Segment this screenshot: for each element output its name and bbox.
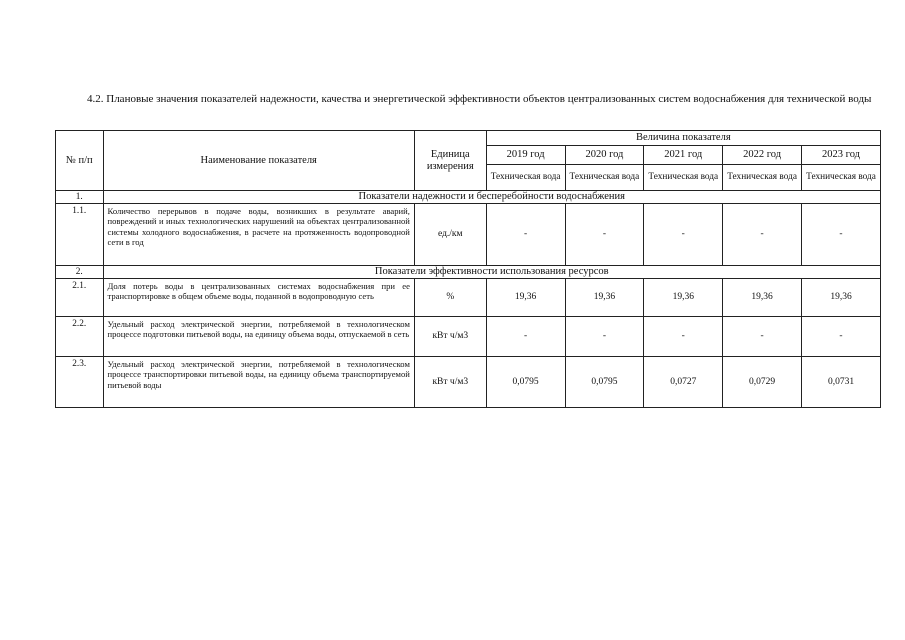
row-unit: кВт ч/м3 bbox=[414, 317, 486, 357]
header-water-type: Техническая вода bbox=[644, 165, 723, 191]
section-row bbox=[56, 266, 881, 279]
section-num: 1. bbox=[56, 191, 104, 204]
section-heading bbox=[57, 92, 880, 106]
row-value: 0,0731 bbox=[802, 357, 881, 408]
row-value: - bbox=[644, 317, 723, 357]
table-row bbox=[56, 279, 881, 317]
row-value: 0,0795 bbox=[486, 357, 565, 408]
section-title: Показатели надежности и бесперебойности водоснабжения bbox=[103, 191, 880, 204]
section-title: Показатели эффективности использования ресурсов bbox=[103, 266, 880, 279]
header-year: 2019 год bbox=[486, 146, 565, 165]
header-name: Наименование показателя bbox=[103, 131, 414, 191]
row-num: 1.1. bbox=[56, 204, 104, 266]
row-value: 0,0729 bbox=[723, 357, 802, 408]
row-value: 19,36 bbox=[644, 279, 723, 317]
header-year: 2023 год bbox=[802, 146, 881, 165]
header-water-type: Техническая вода bbox=[723, 165, 802, 191]
row-name: Доля потерь воды в централизованных системах водоснабжения при ее транспортировке в общем объеме воды, поданной в водопроводную сеть bbox=[103, 279, 414, 317]
header-num: № п/п bbox=[56, 131, 104, 191]
row-unit: ед./км bbox=[414, 204, 486, 266]
row-num: 2.1. bbox=[56, 279, 104, 317]
header-year: 2021 год bbox=[644, 146, 723, 165]
row-name: Удельный расход электрической энергии, потребляемой в технологическом процессе транспортировки питьевой воды, на единицу объема транспортируемой питьевой воды bbox=[103, 357, 414, 408]
row-value: - bbox=[565, 204, 644, 266]
row-value: 19,36 bbox=[802, 279, 881, 317]
indicators-table bbox=[55, 130, 881, 408]
row-value: - bbox=[486, 317, 565, 357]
row-value: 0,0795 bbox=[565, 357, 644, 408]
row-value: 19,36 bbox=[486, 279, 565, 317]
table-row bbox=[56, 204, 881, 266]
header-year: 2022 год bbox=[723, 146, 802, 165]
row-value: 19,36 bbox=[723, 279, 802, 317]
table-row bbox=[56, 357, 881, 408]
row-name: Удельный расход электрической энергии, потребляемой в технологическом процессе подготовки питьевой воды, на единицу объема воды, отпускаемой в сеть bbox=[103, 317, 414, 357]
row-value: - bbox=[565, 317, 644, 357]
row-value: - bbox=[486, 204, 565, 266]
row-value: - bbox=[802, 204, 881, 266]
row-value: 19,36 bbox=[565, 279, 644, 317]
row-value: - bbox=[802, 317, 881, 357]
heading-number: 4.2. bbox=[87, 93, 104, 105]
section-num: 2. bbox=[56, 266, 104, 279]
row-num: 2.2. bbox=[56, 317, 104, 357]
section-row bbox=[56, 191, 881, 204]
row-unit: кВт ч/м3 bbox=[414, 357, 486, 408]
row-value: - bbox=[644, 204, 723, 266]
header-value-group: Величина показателя bbox=[486, 131, 880, 146]
row-unit: % bbox=[414, 279, 486, 317]
row-value: - bbox=[723, 204, 802, 266]
row-value: 0,0727 bbox=[644, 357, 723, 408]
row-name: Количество перерывов в подаче воды, возникших в результате аварий, повреждений и иных технологических нарушений на объектах централизованной системы холодного водоснабжения, в расчете на протяженность водопроводной сети в год bbox=[103, 204, 414, 266]
header-unit: Единица измерения bbox=[414, 131, 486, 191]
header-water-type: Техническая вода bbox=[565, 165, 644, 191]
row-num: 2.3. bbox=[56, 357, 104, 408]
header-year: 2020 год bbox=[565, 146, 644, 165]
heading-text: Плановые значения показателей надежности, качества и энергетической эффективности объектов централизованных систем водоснабжения для технической воды bbox=[106, 93, 872, 105]
row-value: - bbox=[723, 317, 802, 357]
header-water-type: Техническая вода bbox=[802, 165, 881, 191]
header-water-type: Техническая вода bbox=[486, 165, 565, 191]
table-row bbox=[56, 317, 881, 357]
